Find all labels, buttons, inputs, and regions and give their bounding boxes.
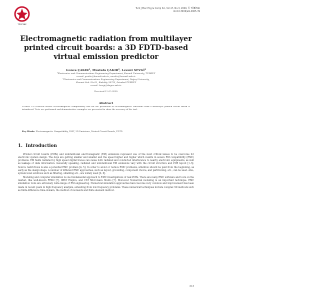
- keywords: [22, 131, 190, 134]
- affiliation-line: e-mail: gcakir@kocaeli.edu.tr, mcakir@kocaeli.edu.tr: [76, 74, 136, 78]
- tubitak-logo: [14, 6, 30, 24]
- abstract-heading: Abstract: [98, 101, 114, 105]
- affiliation-line: ¹Electronics and Communications Engineering Department, Kocaeli University, TURKEY: [56, 72, 156, 75]
- keywords-label: Key Words:: [22, 131, 36, 133]
- abstract-text: A novel FDTD-based virtual electromagnetic compatibility tool for the prediction of electromagnetic emissions from a multilayer printed circuit board is introduced. Tests are performed and demonstrative examples are presented to show the accuracy of the tool.: [22, 106, 190, 111]
- journal-info: [90, 7, 200, 13]
- page-number: 313: [189, 285, 194, 288]
- paragraph: Printed circuit boards (PCBs) and unintentional electromagnetic (EM) emissions represent one of the most critical issues to be overcome for electronic system design. The days are getting smaller and smaller and the speed higher and higher which results in severe EM compatibility (EMC) problems. EM fields radiated by high speed digital traces can cause both radiated and conducted interference to nearby electronic equipments, as well as leakage of data information. Generally speaking, radiated and unintentional EM emissions vary with the circuit structure and PCB layout [1–3]. Source restrictions is also a potential EMC problem [4, 5]. In order to avoid or reduce EMC problems, attention should be paid from the beginning, as early as the design stage. A number of different EMC approaches, such as layout, grounding, component choice, and partitioning, etc., can be used. Also, system level solutions such as filtering, shielding etc., are widely used [2, 6].: [18, 153, 194, 175]
- journal-line: Turk J Elec Eng & Comp Sci, Vol.17, No.3, 2009, © TÜBİTAK: [135, 7, 200, 10]
- section-title: Introduction: [25, 144, 57, 149]
- affiliation-line: e-mail: lsevgi@dogus.edu.tr: [90, 83, 122, 87]
- affiliation-line: Zeamet Sok. No:21, Kadıköy 34722, İstanbul-TURKEY: [75, 80, 137, 84]
- section-number: 1.: [18, 144, 23, 149]
- section-heading-introduction: [18, 144, 57, 149]
- paper-title: Electromagnetic radiation from multilayer printed circuit boards: a 3D FDTD-based virtual emission predictor: [20, 34, 192, 61]
- paragraph: Modeling and computer simulation is one fundamental approach to EMC investigations of real PCBs. There are many EMC software and tools on the market, like well-known FEKO [7], IMST Empire, and CST Microwave Studio [7]. Moreover Numerical modeling is an important technique. EMC simulation tools are extremely wide-range of EM engineering. Numerical simulation approaches have become very common and improvement has been made in recent years in high frequency analysis, extending from low frequency problems. These numerical techniques include complex 3D methods such as finite-difference time-domain, the method of moments and finite element method.: [18, 176, 194, 192]
- affiliation-line: ²Electronics and Communications Engineering Department, Doğuş University,: [62, 77, 150, 81]
- introduction-body: [18, 153, 194, 282]
- paper-authors: Gonca ÇAKIR¹, Mustafa ÇAKIR², Levent SEVGİ³: [66, 68, 146, 72]
- logo-text: TÜBİTAK: [17, 24, 27, 26]
- affiliations: [18, 73, 194, 88]
- received-date: Received 15.05.2009: [94, 90, 118, 93]
- keywords-list: Electromagnetic Compatibility, EMC, 3D Emissions, Printed Circuit Boards, FDTD: [35, 131, 123, 133]
- journal-doi: doi:10.3906/elk-0905-39: [172, 10, 200, 13]
